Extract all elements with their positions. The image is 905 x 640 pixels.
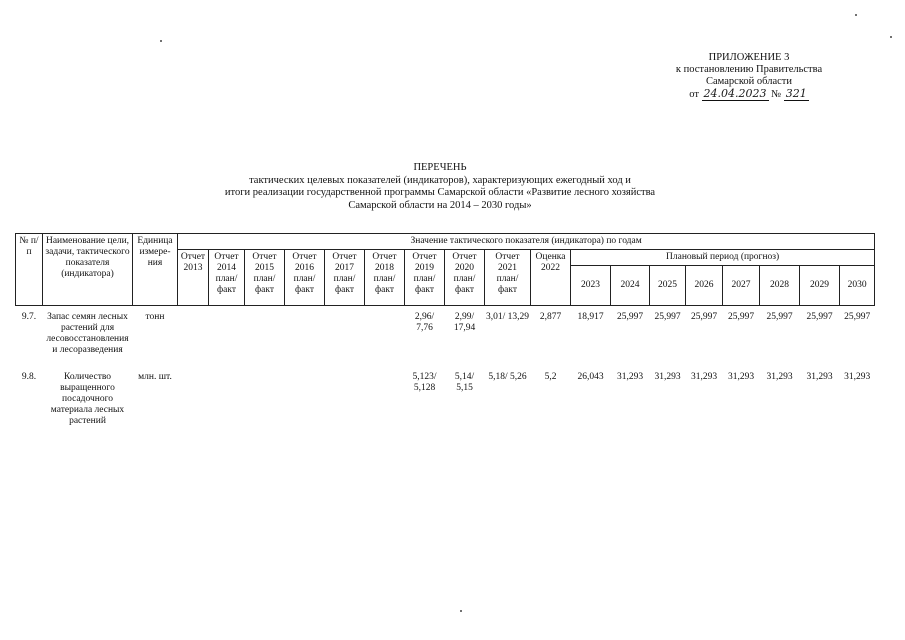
cell-2024: 31,293 xyxy=(616,372,644,382)
cell-2030: 25,997 xyxy=(844,312,871,322)
header-otchet-2020: Отчет 2020 план/ факт xyxy=(445,250,485,306)
appendix-region: Самарской области xyxy=(706,76,792,87)
title-line-2: тактических целевых показателей (индикаторов), характеризующих ежегодный ход и xyxy=(249,174,631,186)
indicators-table xyxy=(15,233,875,429)
handwritten-date: 24.04.2023 xyxy=(703,87,767,100)
header-year-2028: 2028 xyxy=(760,266,800,306)
header-otchet-2014: Отчет 2014 план/ факт xyxy=(209,250,245,306)
header-otchet-2019: Отчет 2019 план/ факт xyxy=(405,250,445,306)
header-otchet-2016: Отчет 2016 план/ факт xyxy=(285,250,325,306)
scan-speck xyxy=(160,40,162,42)
cell-2021: 5,18/ 5,26 xyxy=(488,372,527,382)
appendix-resolution: к постановлению Правительства xyxy=(675,64,823,75)
document-title xyxy=(150,162,730,212)
header-year-2024: 2024 xyxy=(611,266,650,306)
scan-speck xyxy=(460,610,462,612)
header-year-2030: 2030 xyxy=(840,266,875,306)
number-prefix: № xyxy=(771,89,782,100)
scan-speck xyxy=(890,36,892,38)
cell-2021: 3,01/ 13,29 xyxy=(485,312,529,322)
cell-2029: 25,997 xyxy=(806,312,833,322)
date-prefix: от xyxy=(689,89,699,100)
cell-2030: 31,293 xyxy=(844,372,871,382)
header-otchet-2013: Отчет 2013 xyxy=(178,250,209,306)
handwritten-number: 321 xyxy=(785,87,807,100)
cell-2028: 31,293 xyxy=(766,372,793,382)
header-name: Наименование цели, задачи, тактического показателя (индикатора) xyxy=(43,234,133,306)
cell-2020: 2,99/ 17,94 xyxy=(453,312,476,333)
cell-2019: 5,123/ 5,128 xyxy=(412,372,437,393)
cell-2025: 25,997 xyxy=(654,312,681,322)
cell-2020: 5,14/ 5,15 xyxy=(454,372,475,393)
row-unit: тонн xyxy=(145,312,165,322)
cell-2023: 18,917 xyxy=(577,312,604,322)
row-unit: млн. шт. xyxy=(138,372,172,382)
title-heading: ПЕРЕЧЕНЬ xyxy=(413,162,467,173)
header-otchet-2018: Отчет 2018 план/ факт xyxy=(365,250,405,306)
row-num: 9.7. xyxy=(21,312,37,322)
header-year-2029: 2029 xyxy=(800,266,840,306)
header-otchet-2017: Отчет 2017 план/ факт xyxy=(325,250,365,306)
header-year-2023: 2023 xyxy=(571,266,611,306)
header-values-group: Значение тактического показателя (индикатора) по годам xyxy=(178,234,875,250)
header-otchet-2021: Отчет 2021 план/ факт xyxy=(485,250,531,306)
cell-2023: 26,043 xyxy=(577,372,604,382)
cell-2025: 31,293 xyxy=(654,372,681,382)
header-otchet-2015: Отчет 2015 план/ факт xyxy=(245,250,285,306)
title-line-3: итоги реализации государственной программы Самарской области «Развитие лесного хозяйства xyxy=(224,187,656,198)
table-row xyxy=(16,306,875,359)
cell-2026: 25,997 xyxy=(690,312,718,322)
header-num: № п/п xyxy=(16,234,43,306)
header-year-2026: 2026 xyxy=(686,266,723,306)
scan-speck xyxy=(855,14,857,16)
header-unit: Единица измере-ния xyxy=(133,234,178,306)
cell-2027: 31,293 xyxy=(727,372,755,382)
cell-2024: 25,997 xyxy=(616,312,644,322)
cell-2028: 25,997 xyxy=(766,312,793,322)
cell-2022: 2,877 xyxy=(539,312,562,322)
header-ocenka-2022: Оценка 2022 xyxy=(531,250,571,306)
header-year-2025: 2025 xyxy=(650,266,686,306)
header-year-2027: 2027 xyxy=(723,266,760,306)
appendix-title: ПРИЛОЖЕНИЕ 3 xyxy=(708,52,790,63)
header-plan-group: Плановый период (прогноз) xyxy=(571,250,875,266)
row-name: Запас семян лесных растений для лесовосстановления и лесоразведения xyxy=(46,312,129,355)
cell-2022: 5,2 xyxy=(544,372,557,382)
cell-2029: 31,293 xyxy=(806,372,833,382)
title-line-4: Самарской области на 2014 – 2030 годы» xyxy=(348,199,532,211)
appendix-block xyxy=(639,52,859,101)
row-name: Количество выращенного посадочного материала лесных растений xyxy=(50,372,125,426)
cell-2026: 31,293 xyxy=(690,372,718,382)
table-row xyxy=(16,358,875,429)
cell-2019: 2,96/ 7,76 xyxy=(414,312,435,333)
appendix-date-line xyxy=(689,88,809,101)
cell-2027: 25,997 xyxy=(727,312,755,322)
row-num: 9.8. xyxy=(21,372,37,382)
